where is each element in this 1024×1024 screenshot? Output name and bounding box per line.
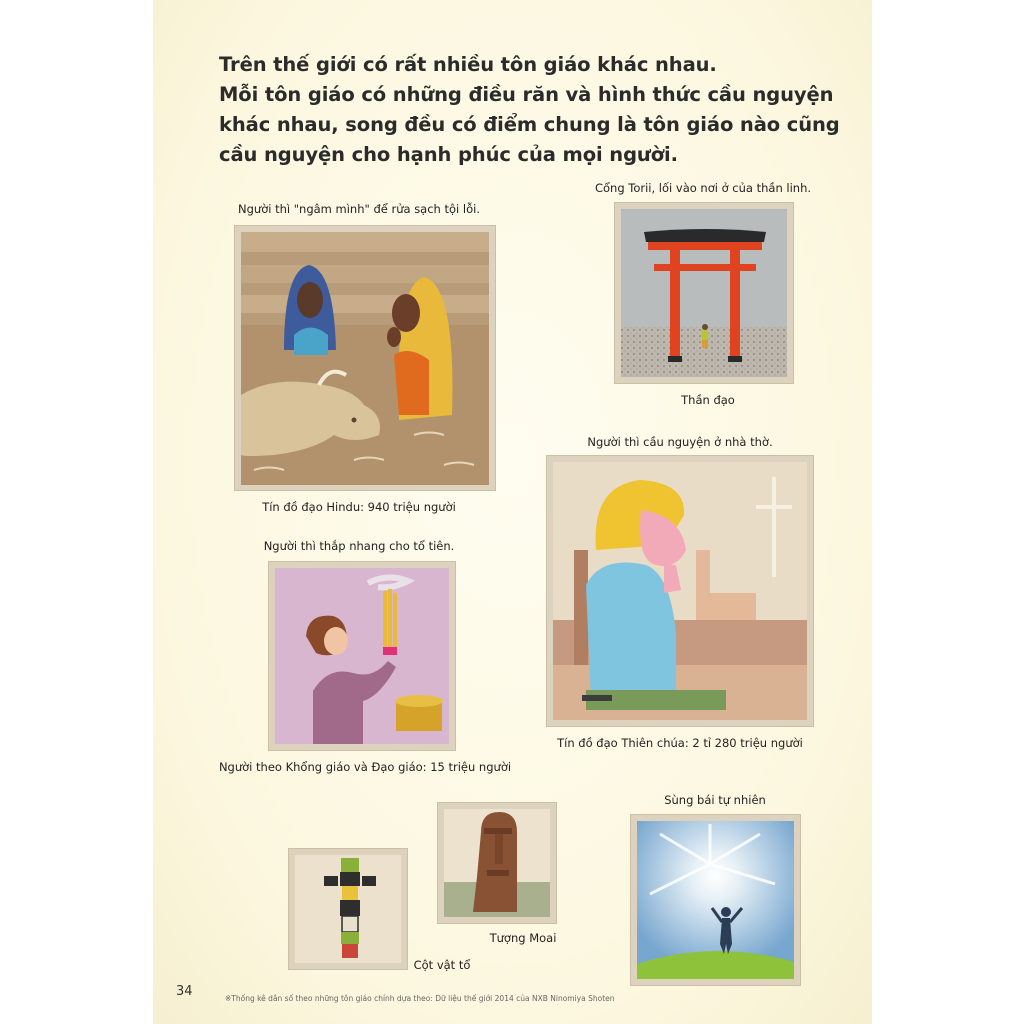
torii-caption-bottom: Thần đạo	[681, 393, 735, 407]
church-prayer-image	[546, 455, 814, 727]
moai-statue-image	[437, 802, 557, 924]
hindu-bathing-image	[234, 225, 496, 491]
intro-line: Mỗi tôn giáo có những điều răn và hình thức cầu nguyện	[219, 83, 834, 106]
torii-gate-image	[614, 202, 794, 384]
nature-worship-image	[630, 814, 801, 986]
christian-illustration	[546, 455, 814, 727]
page-number: 34	[176, 984, 193, 999]
footnote: ※Thống kê dân số theo những tôn giáo chính dựa theo: Dữ liệu thế giới 2014 của NXB Ninomiya Shoten	[225, 994, 615, 1003]
christian-caption-top: Người thì cầu nguyện ở nhà thờ.	[587, 435, 773, 449]
totem-illustration	[288, 848, 408, 970]
intro-line: cầu nguyện cho hạnh phúc của mọi người.	[219, 143, 678, 166]
moai-caption: Tượng Moai	[489, 931, 557, 945]
incense-offering-image	[268, 561, 456, 751]
incense-caption-bottom: Người theo Khổng giáo và Đạo giáo: 15 triệu người	[218, 760, 512, 774]
torii-caption-top: Cổng Torii, lối vào nơi ở của thần linh.	[594, 181, 812, 195]
intro-paragraph	[219, 50, 859, 170]
christian-caption-bottom: Tín đồ đạo Thiên chúa: 2 tỉ 280 triệu người	[557, 736, 803, 750]
intro-line: Trên thế giới có rất nhiều tôn giáo khác nhau.	[219, 53, 717, 76]
hindu-caption-top: Người thì "ngâm mình" để rửa sạch tội lỗi.	[238, 202, 480, 216]
incense-caption-top: Người thì thắp nhang cho tổ tiên.	[263, 539, 455, 553]
book-page	[153, 0, 872, 1024]
totem-pole-image	[288, 848, 408, 970]
hindu-illustration	[234, 225, 496, 491]
totem-caption: Cột vật tổ	[413, 958, 471, 972]
nature-caption: Sùng bái tự nhiên	[664, 793, 766, 807]
intro-line: khác nhau, song đều có điểm chung là tôn giáo nào cũng	[219, 113, 840, 136]
incense-illustration	[268, 561, 456, 751]
torii-illustration	[614, 202, 794, 384]
moai-illustration	[437, 802, 557, 924]
nature-illustration	[630, 814, 801, 986]
hindu-caption-bottom: Tín đồ đạo Hindu: 940 triệu người	[262, 500, 456, 514]
